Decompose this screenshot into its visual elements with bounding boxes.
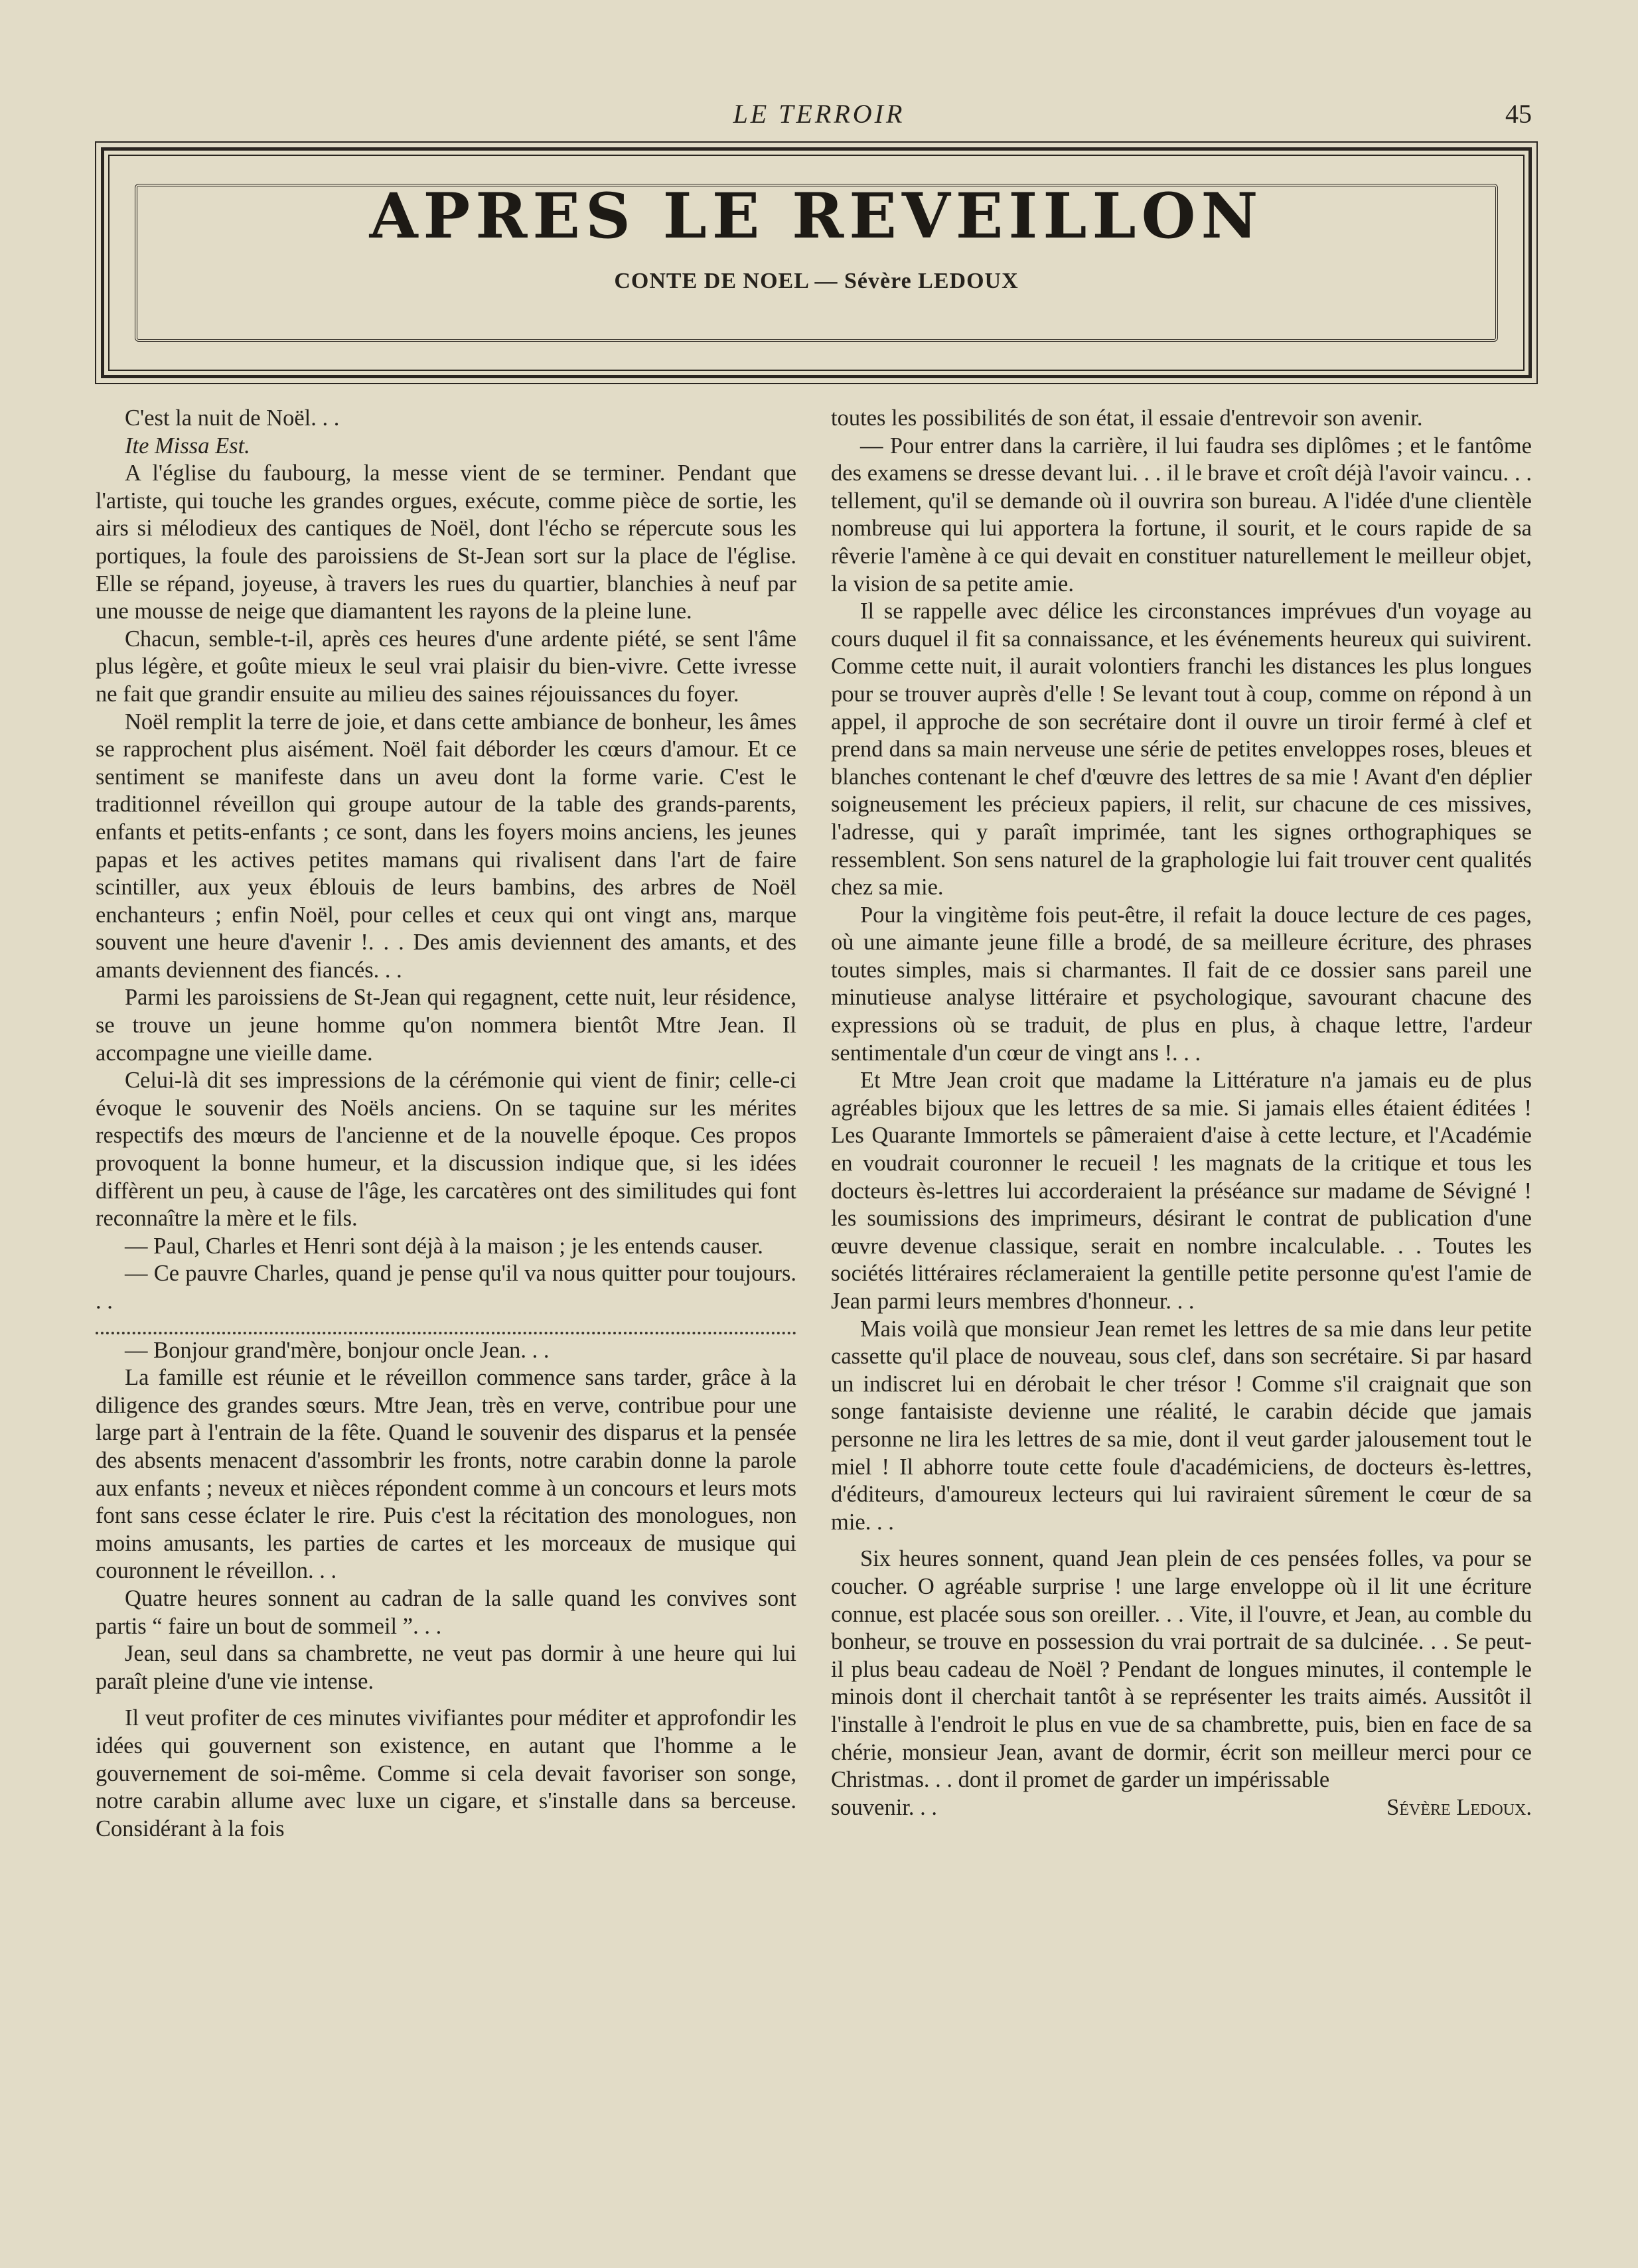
paragraph: — Bonjour grand'mère, bonjour oncle Jean. . . bbox=[125, 1337, 550, 1363]
paragraph: C'est la nuit de Noël. . . bbox=[125, 405, 340, 431]
paragraph: Six heures sonnent, quand Jean plein de ces pensées folles, va pour se coucher. O agréable surprise ! une large enveloppe où il lit une écriture connue, est placée sous son oreiller. . . Vite, il l'ouvre, et Jean, au comble du bonheur, se trouve en possession du vrai portrait de sa dulcinée. . . Se peut-il plus beau cadeau de Noël ? Pendant de longues minutes, il contemple le minois dont il cherchait tantôt à se représenter les traits aimés. Aussitôt il l'installe à l'endroit le plus en vue de sa chambrette, puis, bien en face de sa chérie, monsieur Jean, avant de dormir, écrit son meilleur merci pour ce Christmas. . . dont il promet de garder un impérissable bbox=[831, 1546, 1532, 1793]
running-head bbox=[0, 98, 1638, 131]
paragraph: — Ce pauvre Charles, quand je pense qu'il va nous quitter pour toujours. . . bbox=[96, 1261, 796, 1314]
paragraph: La famille est réunie et le réveillon commence sans tarder, grâce à la diligence des grandes sœurs. Mtre Jean, très en verve, contribue pour une large part à l'entrain de la fête. Quand le souvenir des disparus et la pensée des absents menacent d'assombrir les fronts, notre carabin donne la parole aux enfants ; neveux et nièces répondent comme à un concours et leurs mots font sans cesse éclater le rire. Puis c'est la récitation des monologues, non moins amusants, les parties de cartes et les morceaux de musique qui couronnent le réveillon. . . bbox=[96, 1365, 796, 1584]
article-subtitle: CONTE DE NOEL — Sévère LEDOUX bbox=[614, 269, 1019, 293]
title-inner-border bbox=[135, 184, 1498, 342]
paragraph: Il se rappelle avec délice les circonstances imprévues d'un voyage au cours duquel il fit sa connaissance, et les événements heureux qui suivirent. Comme cette nuit, il aurait volontiers franchi les distances les plus longues pour se trouver auprès d'elle ! Se levant tout à coup, comme on répond à un appel, il approche de son secrétaire dont il ouvre un tiroir fermé à clef et prend dans sa main nerveuse une série de petites enveloppes roses, bleues et blanches contenant le chef d'œuvre des lettres de sa mie ! Avant d'en déplier soigneusement les précieux papiers, il relit, sur chacune de ces missives, l'adresse, qui y paraît imprimée, tant les signes orthographiques se ressemblent. Son sens naturel de la graphologie lui fait trouver cent qualités chez sa mie. bbox=[831, 599, 1532, 900]
paragraph: — Pour entrer dans la carrière, il lui faudra ses diplômes ; et le fantôme des examens se dresse devant lui. . . il le brave et croît déjà l'avoir vaincu. . . tellement, qu'il se demande où il ouvrira son bureau. A l'idée d'une clientèle nombreuse qui lui apportera la fortune, il sourit, et le cours rapide de sa rêverie l'amène à ce qui devait en constituer naturellement le meilleur objet, la vision de sa petite amie. bbox=[831, 433, 1532, 597]
paragraph: toutes les possibilités de son état, il essaie d'entrevoir son avenir. bbox=[831, 405, 1423, 431]
paragraph: Jean, seul dans sa chambrette, ne veut pas dormir à une heure qui lui paraît pleine d'une vie intense. bbox=[96, 1641, 796, 1694]
closing-line bbox=[831, 1794, 1532, 1822]
author-signature: Sévère Ledoux. bbox=[1386, 1794, 1532, 1820]
page-number: 45 bbox=[1505, 99, 1532, 129]
left-column bbox=[96, 405, 796, 1843]
paragraph: Quatre heures sonnent au cadran de la salle quand les convives sont partis “ faire un bout de sommeil ”. . . bbox=[96, 1585, 796, 1639]
paragraph-italic bbox=[96, 433, 796, 461]
article-title: APRES LE REVEILLON bbox=[369, 180, 1264, 253]
paragraph: Celui-là dit ses impressions de la cérémonie qui vient de finir; celle-ci évoque le souvenir des Noëls anciens. On se taquine sur les mérites respectifs des mœurs de l'ancienne et de la nouvelle époque. Ces propos provoquent la bonne humeur, et la discussion indique que, si les idées diffèrent un peu, à cause de l'âge, les carcatères ont des similitudes qui font reconnaître la mère et le fils. bbox=[96, 1068, 796, 1232]
dotted-separator bbox=[96, 1318, 796, 1334]
paragraph: Mais voilà que monsieur Jean remet les lettres de sa mie dans leur petite cassette qu'il place de nouveau, sous clef, dans son secrétaire. Si par hasard un indiscret lui en dérobait le cher trésor ! Comme s'il craignait que son songe fantaisiste devienne une réalité, le carabin décide que jamais personne ne lira les lettres de sa mie, dont il veut garder jalousement tout le miel ! Il abhorre toute cette foule d'académiciens, de docteurs ès-lettres, d'éditeurs, d'amoureux lecteurs qui lui raviraient sûrement le cœur de sa mie. . . bbox=[831, 1316, 1532, 1535]
paragraph: Et Mtre Jean croit que madame la Littérature n'a jamais eu de plus agréables bijoux que les lettres de sa mie. Si jamais elles étaient éditées ! Les Quarante Immortels se pâmeraient d'aise à cette lecture, et l'Académie en voudrait couronner le recueil ! les magnats de la critique et tous les docteurs ès-lettres lui accorderaient la préséance sur madame de Sévigné ! les soumissions des imprimeurs, désirant le contrat de publication d'une œuvre devenue classique, serait en nombre incalculable. . . Toutes les sociétés littéraires réclameraient la gentille petite personne qu'est l'amie de Jean parmi leurs membres d'honneur. . . bbox=[831, 1068, 1532, 1314]
paragraph: Pour la vingitème fois peut-être, il refait la douce lecture de ces pages, où une aimante jeune fille a brodé, de sa meilleure écriture, des phrases toutes simples, mais si charmantes. Il fait de ce dossier sans pareil une minutieuse analyse littéraire et psychologique, savourant chacune des expressions où se traduit, de plus en plus, à chaque lettre, l'ardeur sentimentale d'un cœur de vingt ans !. . . bbox=[831, 902, 1532, 1066]
paragraph: Chacun, semble-t-il, après ces heures d'une ardente piété, se sent l'âme plus légère, et goûte mieux le seul vrai plaisir du bien-vivre. Cette ivresse ne fait que grandir ensuite au milieu des saines réjouissances du foyer. bbox=[96, 626, 796, 707]
latin-phrase: Ite Missa Est. bbox=[125, 433, 250, 459]
closing-word: souvenir. . . bbox=[831, 1794, 938, 1820]
paragraph: Il veut profiter de ces minutes vivifiantes pour méditer et approfondir les idées qui gouvernent son existence, en autant que l'homme a le gouvernement de soi-même. Comme si cela devait favoriser son songe, notre carabin allume avec luxe un cigare, et s'installe dans sa berceuse. Considérant à la fois bbox=[96, 1705, 796, 1841]
journal-name: LE TERROIR bbox=[733, 99, 905, 129]
paragraph: Parmi les paroissiens de St-Jean qui regagnent, cette nuit, leur résidence, se trouve un jeune homme qu'on nommera bientôt Mtre Jean. Il accompagne une vieille dame. bbox=[96, 985, 796, 1066]
paragraph: Noël remplit la terre de joie, et dans cette ambiance de bonheur, les âmes se rapprochent plus aisément. Noël fait déborder les cœurs d'amour. Et ce sentiment se manifeste dans un aveu dont la forme varie. C'est le traditionnel réveillon qui groupe autour de la table des grands-parents, enfants et petits-enfants ; ce sont, dans les foyers moins anciens, les jeunes papas et les actives petites mamans qui rivalisent dans l'art de faire scintiller, aux yeux éblouis de leurs bambins, des arbres de Noël enchanteurs ; enfin Noël, pour celles et ceux qui ont vingt ans, marque souvent une heure d'avenir !. . . Des amis deviennent des amants, et des amants deviennent des fiancés. . . bbox=[96, 709, 796, 983]
right-column bbox=[831, 405, 1532, 1821]
paragraph: — Paul, Charles et Henri sont déjà à la maison ; je les entends causer. bbox=[125, 1233, 763, 1259]
paragraph: A l'église du faubourg, la messe vient de se terminer. Pendant que l'artiste, qui touche les grandes orgues, exécute, comme pièce de sortie, les airs si mélodieux des cantiques de Noël, dont l'écho se répercute sous les portiques, la foule des paroissiens de St-Jean sort sur la place de l'église. Elle se répand, joyeuse, à travers les rues du quartier, blanchies à neuf par une mousse de neige que diamantent les rayons de la pleine lune. bbox=[96, 461, 796, 624]
title-frame bbox=[101, 147, 1532, 378]
